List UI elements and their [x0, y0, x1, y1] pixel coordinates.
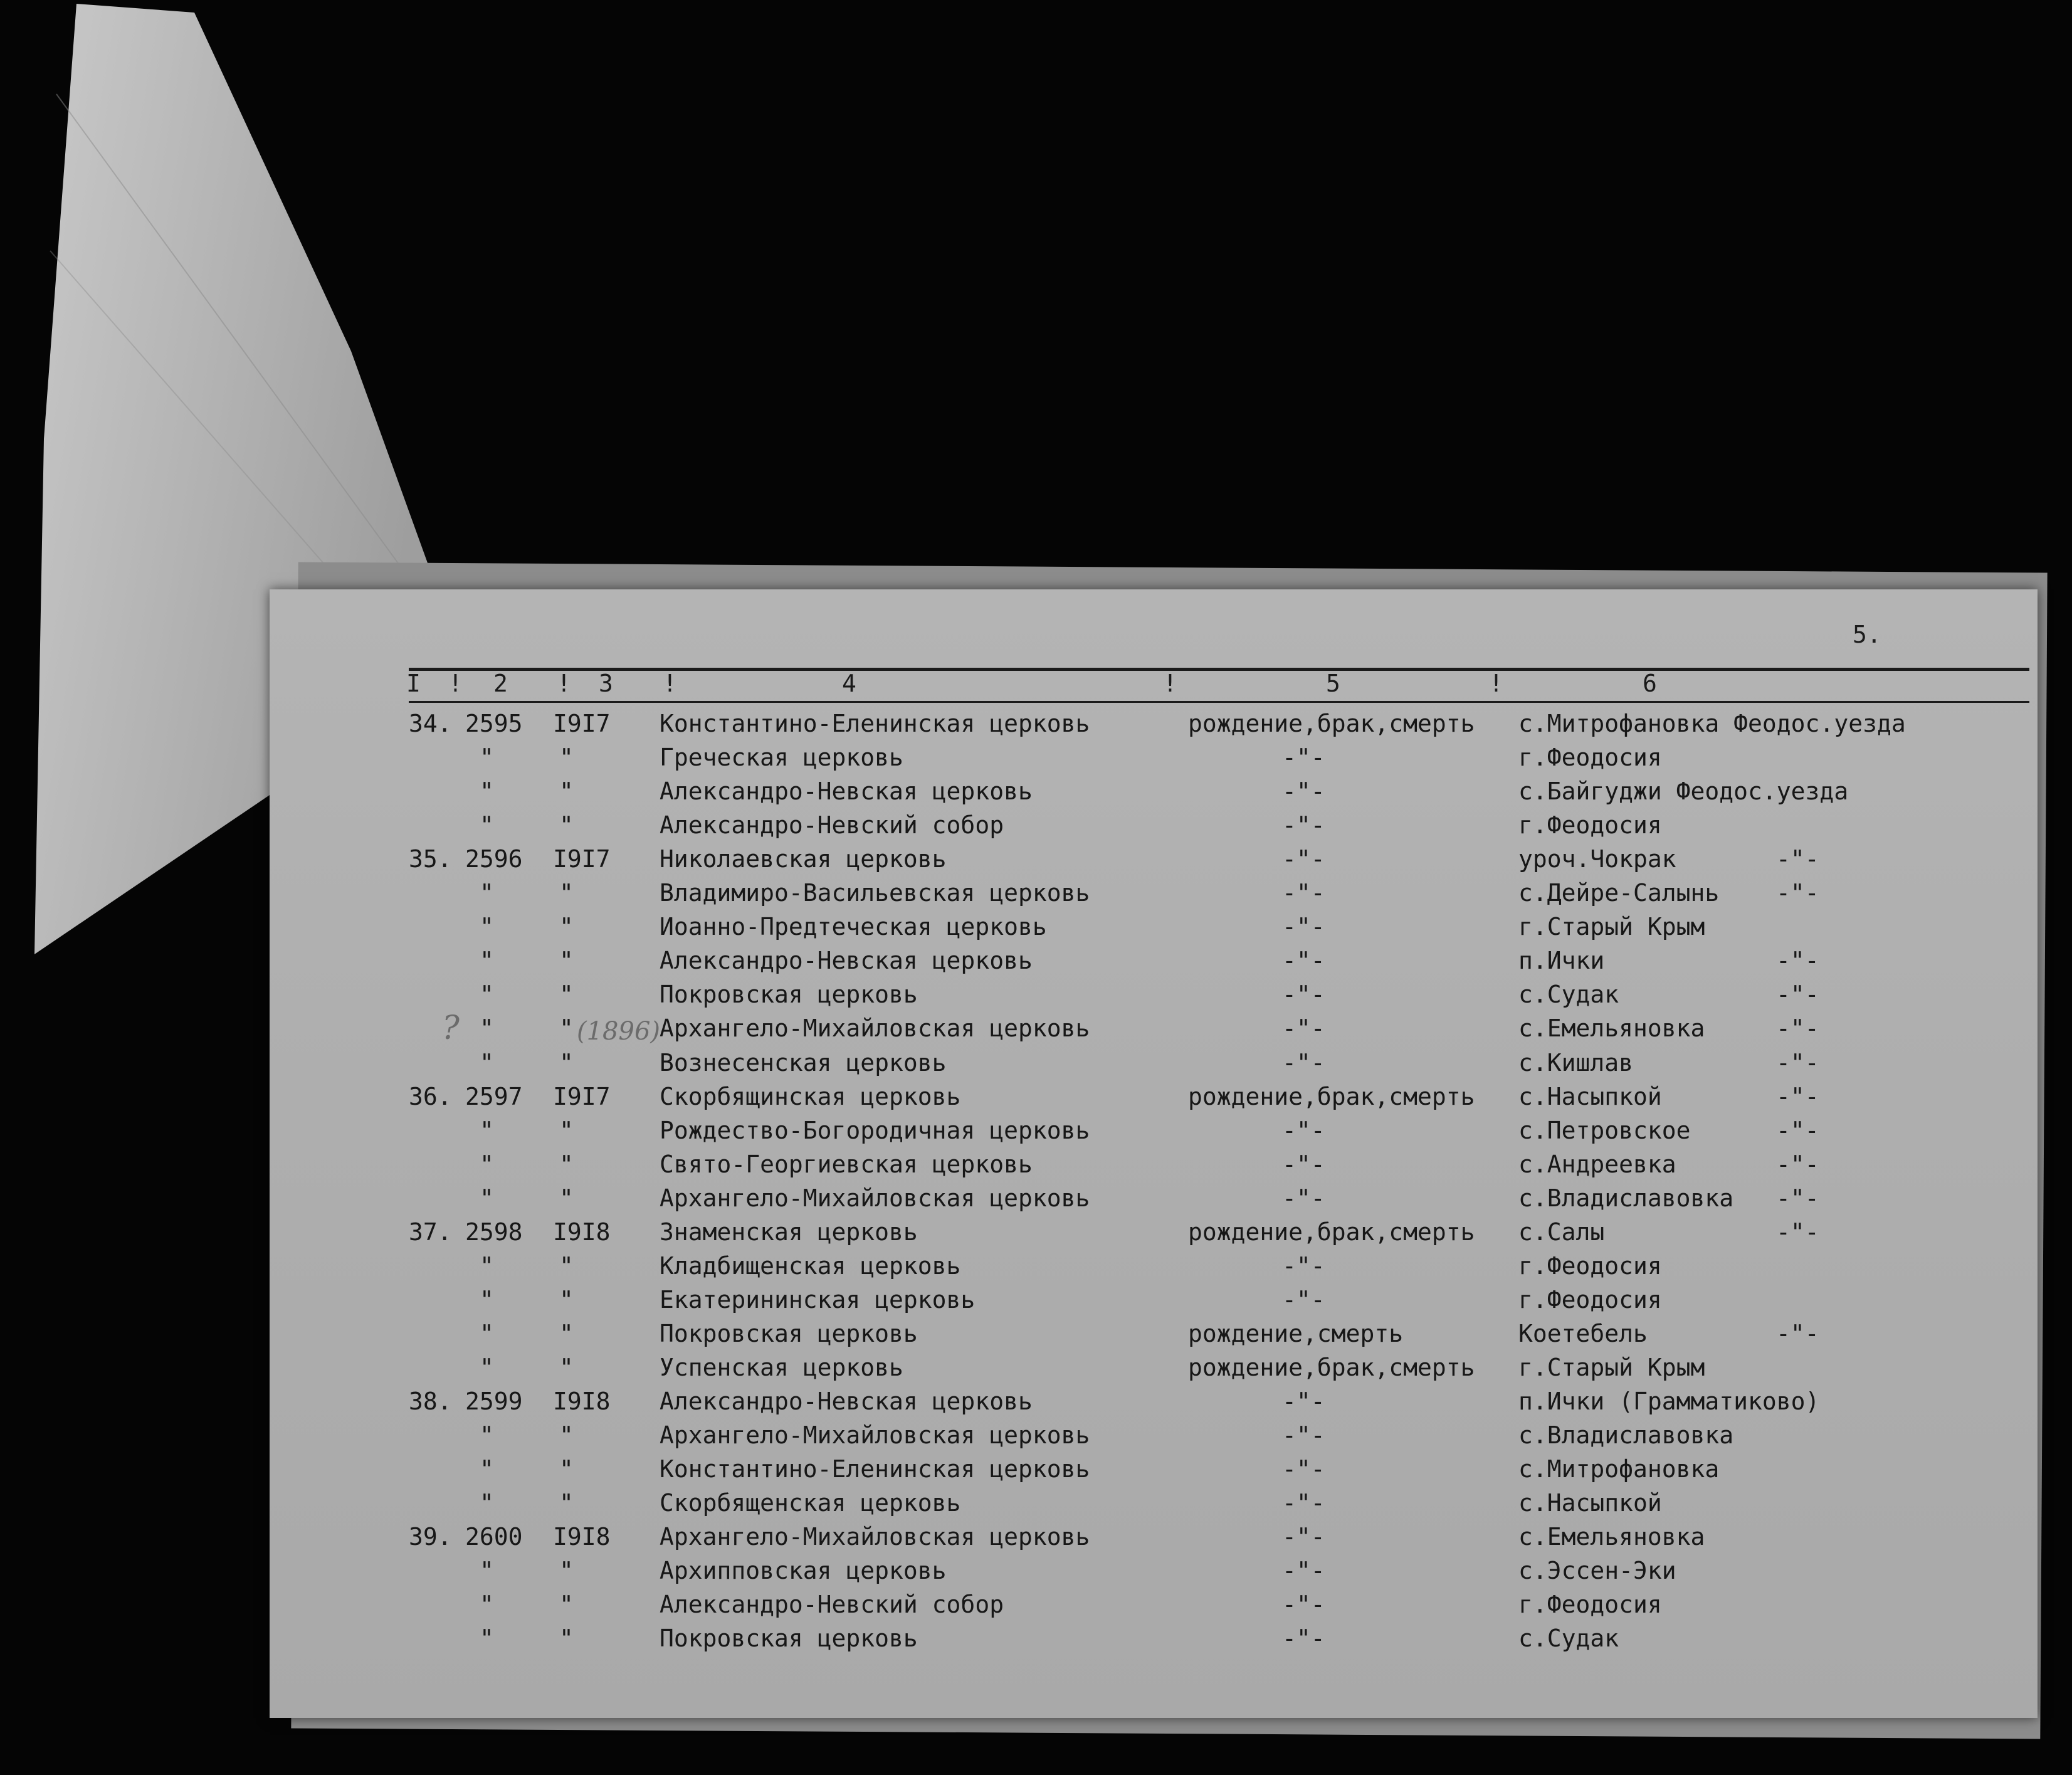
year-cell: " [559, 1489, 574, 1517]
record-types: рождение,брак,смерть [1188, 1353, 1475, 1381]
record-types: -"- [1282, 1421, 1325, 1450]
place-name: с.Емельяновка [1518, 1014, 1705, 1043]
year-cell: " [559, 1014, 574, 1043]
record-types: рождение,смерть [1188, 1319, 1404, 1347]
fond-number: " [480, 879, 494, 907]
table-row [0, 744, 2072, 777]
church-name: Кладбищенская церковь [660, 1251, 961, 1280]
record-types: -"- [1282, 1557, 1325, 1585]
place-name: с.Байгуджи Феодос.уезда [1518, 777, 1849, 806]
year-cell: " [559, 1421, 574, 1450]
column-header: ! [663, 670, 677, 697]
church-name: Вознесенская церковь [660, 1048, 947, 1077]
table-row [0, 1421, 2072, 1455]
year-cell: " [559, 1048, 574, 1077]
fond-number: " [480, 1353, 494, 1381]
fond-number: " [480, 1116, 494, 1144]
table-row [0, 1184, 2072, 1218]
table-row [0, 1286, 2072, 1320]
fond-number: " [480, 1319, 494, 1347]
year-cell: " [559, 1251, 574, 1280]
record-types: -"- [1282, 744, 1325, 772]
fond-number: " [480, 1455, 494, 1483]
column-header: ! [1489, 670, 1503, 697]
place-name: с.Митрофановка [1518, 1455, 1720, 1483]
church-name: Успенская церковь [660, 1353, 903, 1381]
record-types: -"- [1282, 1625, 1325, 1653]
place-ditto-mark: -"- [1776, 1150, 1819, 1178]
fond-number: " [480, 811, 494, 840]
place-name: с.Эссен-Эки [1518, 1557, 1676, 1585]
church-name: Екатерининская церковь [660, 1285, 976, 1314]
year-cell: " [559, 744, 574, 772]
column-header: I [406, 670, 421, 697]
record-types: -"- [1282, 1388, 1325, 1415]
place-name: г.Феодосия [1518, 811, 1662, 840]
place-ditto-mark: -"- [1776, 1184, 1819, 1212]
record-types: -"- [1282, 811, 1325, 840]
column-header: 6 [1643, 670, 1657, 697]
year-cell: " [559, 879, 574, 907]
church-name: Александро-Невский собор [660, 811, 1004, 840]
place-ditto-mark: -"- [1776, 947, 1819, 975]
church-name: Константино-Еленинская церковь [660, 710, 1090, 737]
record-types: -"- [1282, 879, 1325, 907]
place-name: с.Насыпкой [1518, 1489, 1662, 1517]
year-cell: " [559, 1116, 574, 1144]
column-header: ! [1163, 670, 1177, 697]
place-ditto-mark: -"- [1776, 1014, 1819, 1043]
column-header: 2 [493, 670, 508, 697]
place-name: с.Митрофановка Феодос.уезда [1518, 710, 1906, 737]
record-types: -"- [1282, 1048, 1325, 1077]
place-name: с.Судак [1518, 1625, 1619, 1653]
year-cell: " [559, 1353, 574, 1381]
fond-number: 2598 [465, 1218, 523, 1246]
fond-number: 2597 [465, 1082, 523, 1110]
fond-number: " [480, 1048, 494, 1077]
handwritten-question-mark: ? [442, 1009, 460, 1047]
entry-number: 39. [409, 1523, 452, 1551]
church-name: Скорбящинская церковь [660, 1082, 961, 1110]
year-cell: " [559, 811, 574, 840]
header-rule-bottom [409, 701, 2029, 703]
place-name: с.Дейре-Салынь [1518, 879, 1720, 907]
table-row [0, 913, 2072, 947]
place-name: г.Феодосия [1518, 1591, 1662, 1619]
column-header: ! [557, 670, 571, 697]
table-row [0, 845, 2072, 879]
year-cell: " [559, 1625, 574, 1653]
church-name: Греческая церковь [660, 744, 903, 772]
fond-number: " [480, 1557, 494, 1585]
record-types: -"- [1282, 947, 1325, 975]
place-name: п.Ички (Грамматиково) [1518, 1388, 1820, 1415]
year-cell: " [559, 913, 574, 941]
place-name: уроч.Чокрак [1518, 845, 1676, 873]
place-ditto-mark: -"- [1776, 879, 1819, 907]
place-name: с.Андреевка [1518, 1150, 1676, 1178]
entry-number: 36. [409, 1082, 452, 1110]
church-name: Константино-Еленинская церковь [660, 1455, 1090, 1483]
year-cell: " [559, 947, 574, 975]
place-ditto-mark: -"- [1776, 1319, 1819, 1347]
table-row [0, 811, 2072, 845]
record-types: -"- [1282, 1285, 1325, 1314]
table-row [0, 1320, 2072, 1354]
entry-number: 35. [409, 845, 452, 873]
church-name: Скорбященская церковь [660, 1489, 961, 1517]
place-ditto-mark: -"- [1776, 1116, 1819, 1144]
church-name: Иоанно-Предтеческая церковь [660, 913, 1047, 941]
place-name: г.Феодосия [1518, 744, 1662, 772]
table-row [0, 1625, 2072, 1658]
record-types: -"- [1282, 1523, 1325, 1551]
year-cell: I9I8 [553, 1523, 611, 1551]
place-name: с.Петровское [1518, 1116, 1691, 1144]
fond-number: 2595 [465, 710, 523, 737]
table-row [0, 1151, 2072, 1184]
place-ditto-mark: -"- [1776, 981, 1819, 1009]
year-cell: I9I7 [553, 710, 611, 737]
church-name: Покровская церковь [660, 1625, 918, 1653]
place-name: Коетебель [1518, 1319, 1648, 1347]
fond-number: " [480, 1625, 494, 1653]
table-row [0, 1388, 2072, 1421]
table-row [0, 947, 2072, 981]
fond-number: 2596 [465, 845, 523, 873]
record-types: -"- [1282, 1251, 1325, 1280]
year-cell: " [559, 1150, 574, 1178]
place-name: с.Судак [1518, 981, 1619, 1009]
record-types: -"- [1282, 777, 1325, 806]
place-name: г.Феодосия [1518, 1251, 1662, 1280]
record-types: рождение,брак,смерть [1188, 1218, 1475, 1246]
place-name: с.Владиславовка [1518, 1184, 1734, 1212]
table-row [0, 1455, 2072, 1489]
church-name: Николаевская церковь [660, 845, 947, 873]
table-row [0, 1252, 2072, 1286]
place-ditto-mark: -"- [1776, 845, 1819, 873]
table-row [0, 1117, 2072, 1151]
record-types: -"- [1282, 1184, 1325, 1212]
header-rule-top [409, 668, 2029, 671]
table-row [0, 1557, 2072, 1591]
church-name: Александро-Невский собор [660, 1591, 1004, 1619]
fond-number: " [480, 744, 494, 772]
entry-number: 37. [409, 1218, 452, 1246]
fond-number: " [480, 777, 494, 806]
table-row [0, 1354, 2072, 1388]
church-name: Покровская церковь [660, 1319, 918, 1347]
table-row [0, 1523, 2072, 1557]
church-name: Александро-Невская церковь [660, 777, 1033, 806]
church-name: Архангело-Михайловская церковь [660, 1014, 1090, 1043]
table-row [0, 1049, 2072, 1083]
record-types: -"- [1282, 845, 1325, 873]
fond-number: " [480, 947, 494, 975]
fond-number: 2599 [465, 1388, 523, 1415]
year-cell: " [559, 1319, 574, 1347]
fond-number: " [480, 1184, 494, 1212]
place-name: г.Старый Крым [1518, 1353, 1705, 1381]
record-types: -"- [1282, 1489, 1325, 1517]
church-name: Покровская церковь [660, 981, 918, 1009]
fond-number: 2600 [465, 1523, 523, 1551]
year-cell: " [559, 1455, 574, 1483]
year-cell: " [559, 1557, 574, 1585]
entry-number: 34. [409, 710, 452, 737]
record-types: -"- [1282, 913, 1325, 941]
handwritten-year-note: (1896) [577, 1017, 661, 1046]
year-cell: I9I8 [553, 1388, 611, 1415]
table-row [0, 710, 2072, 744]
table-row [0, 1591, 2072, 1625]
church-name: Архангело-Михайловская церковь [660, 1184, 1090, 1212]
table-row [0, 1489, 2072, 1523]
fond-number: " [480, 981, 494, 1009]
fond-number: " [480, 1150, 494, 1178]
year-cell: I9I8 [553, 1218, 611, 1246]
year-cell: I9I7 [553, 845, 611, 873]
record-types: -"- [1282, 981, 1325, 1009]
place-name: с.Насыпкой [1518, 1082, 1662, 1110]
column-header: 4 [842, 670, 856, 697]
place-name: с.Салы [1518, 1218, 1605, 1246]
church-name: Рождество-Богородичная церковь [660, 1116, 1090, 1144]
year-cell: I9I7 [553, 1082, 611, 1110]
fond-number: " [480, 1591, 494, 1619]
year-cell: " [559, 1184, 574, 1212]
church-name: Знаменская церковь [660, 1218, 918, 1246]
record-types: -"- [1282, 1591, 1325, 1619]
fond-number: " [480, 1285, 494, 1314]
fond-number: " [480, 1489, 494, 1517]
place-ditto-mark: -"- [1776, 1048, 1819, 1077]
table-row [0, 1218, 2072, 1252]
fond-number: " [480, 1251, 494, 1280]
place-name: с.Кишлав [1518, 1048, 1634, 1077]
record-types: -"- [1282, 1014, 1325, 1043]
church-name: Архангело-Михайловская церковь [660, 1421, 1090, 1450]
place-ditto-mark: -"- [1776, 1082, 1819, 1110]
church-name: Александро-Невская церковь [660, 947, 1033, 975]
table-row [0, 1083, 2072, 1117]
record-types: -"- [1282, 1150, 1325, 1178]
table-row [0, 1014, 2072, 1048]
church-name: Свято-Георгиевская церковь [660, 1150, 1033, 1178]
column-header: ! [448, 670, 463, 697]
record-types: -"- [1282, 1455, 1325, 1483]
column-header: 5 [1326, 670, 1340, 697]
church-name: Владимиро-Васильевская церковь [660, 879, 1090, 907]
church-name: Александро-Невская церковь [660, 1388, 1033, 1415]
record-types: рождение,брак,смерть [1188, 710, 1475, 737]
year-cell: " [559, 777, 574, 806]
year-cell: " [559, 981, 574, 1009]
year-cell: " [559, 1591, 574, 1619]
place-name: г.Феодосия [1518, 1285, 1662, 1314]
place-name: с.Владиславовка [1518, 1421, 1734, 1450]
column-header: 3 [599, 670, 613, 697]
table-row [0, 777, 2072, 811]
entry-number: 38. [409, 1388, 452, 1415]
year-cell: " [559, 1285, 574, 1314]
record-types: -"- [1282, 1116, 1325, 1144]
page-number: 5. [1853, 621, 1881, 648]
church-name: Архангело-Михайловская церковь [660, 1523, 1090, 1551]
fond-number: " [480, 1421, 494, 1450]
place-name: п.Ички [1518, 947, 1605, 975]
fond-number: " [480, 1014, 494, 1043]
table-row [0, 879, 2072, 913]
place-name: с.Емельяновка [1518, 1523, 1705, 1551]
church-name: Архипповская церковь [660, 1557, 947, 1585]
place-ditto-mark: -"- [1776, 1218, 1819, 1246]
table-row [0, 981, 2072, 1014]
record-types: рождение,брак,смерть [1188, 1082, 1475, 1110]
fond-number: " [480, 913, 494, 941]
place-name: г.Старый Крым [1518, 913, 1705, 941]
